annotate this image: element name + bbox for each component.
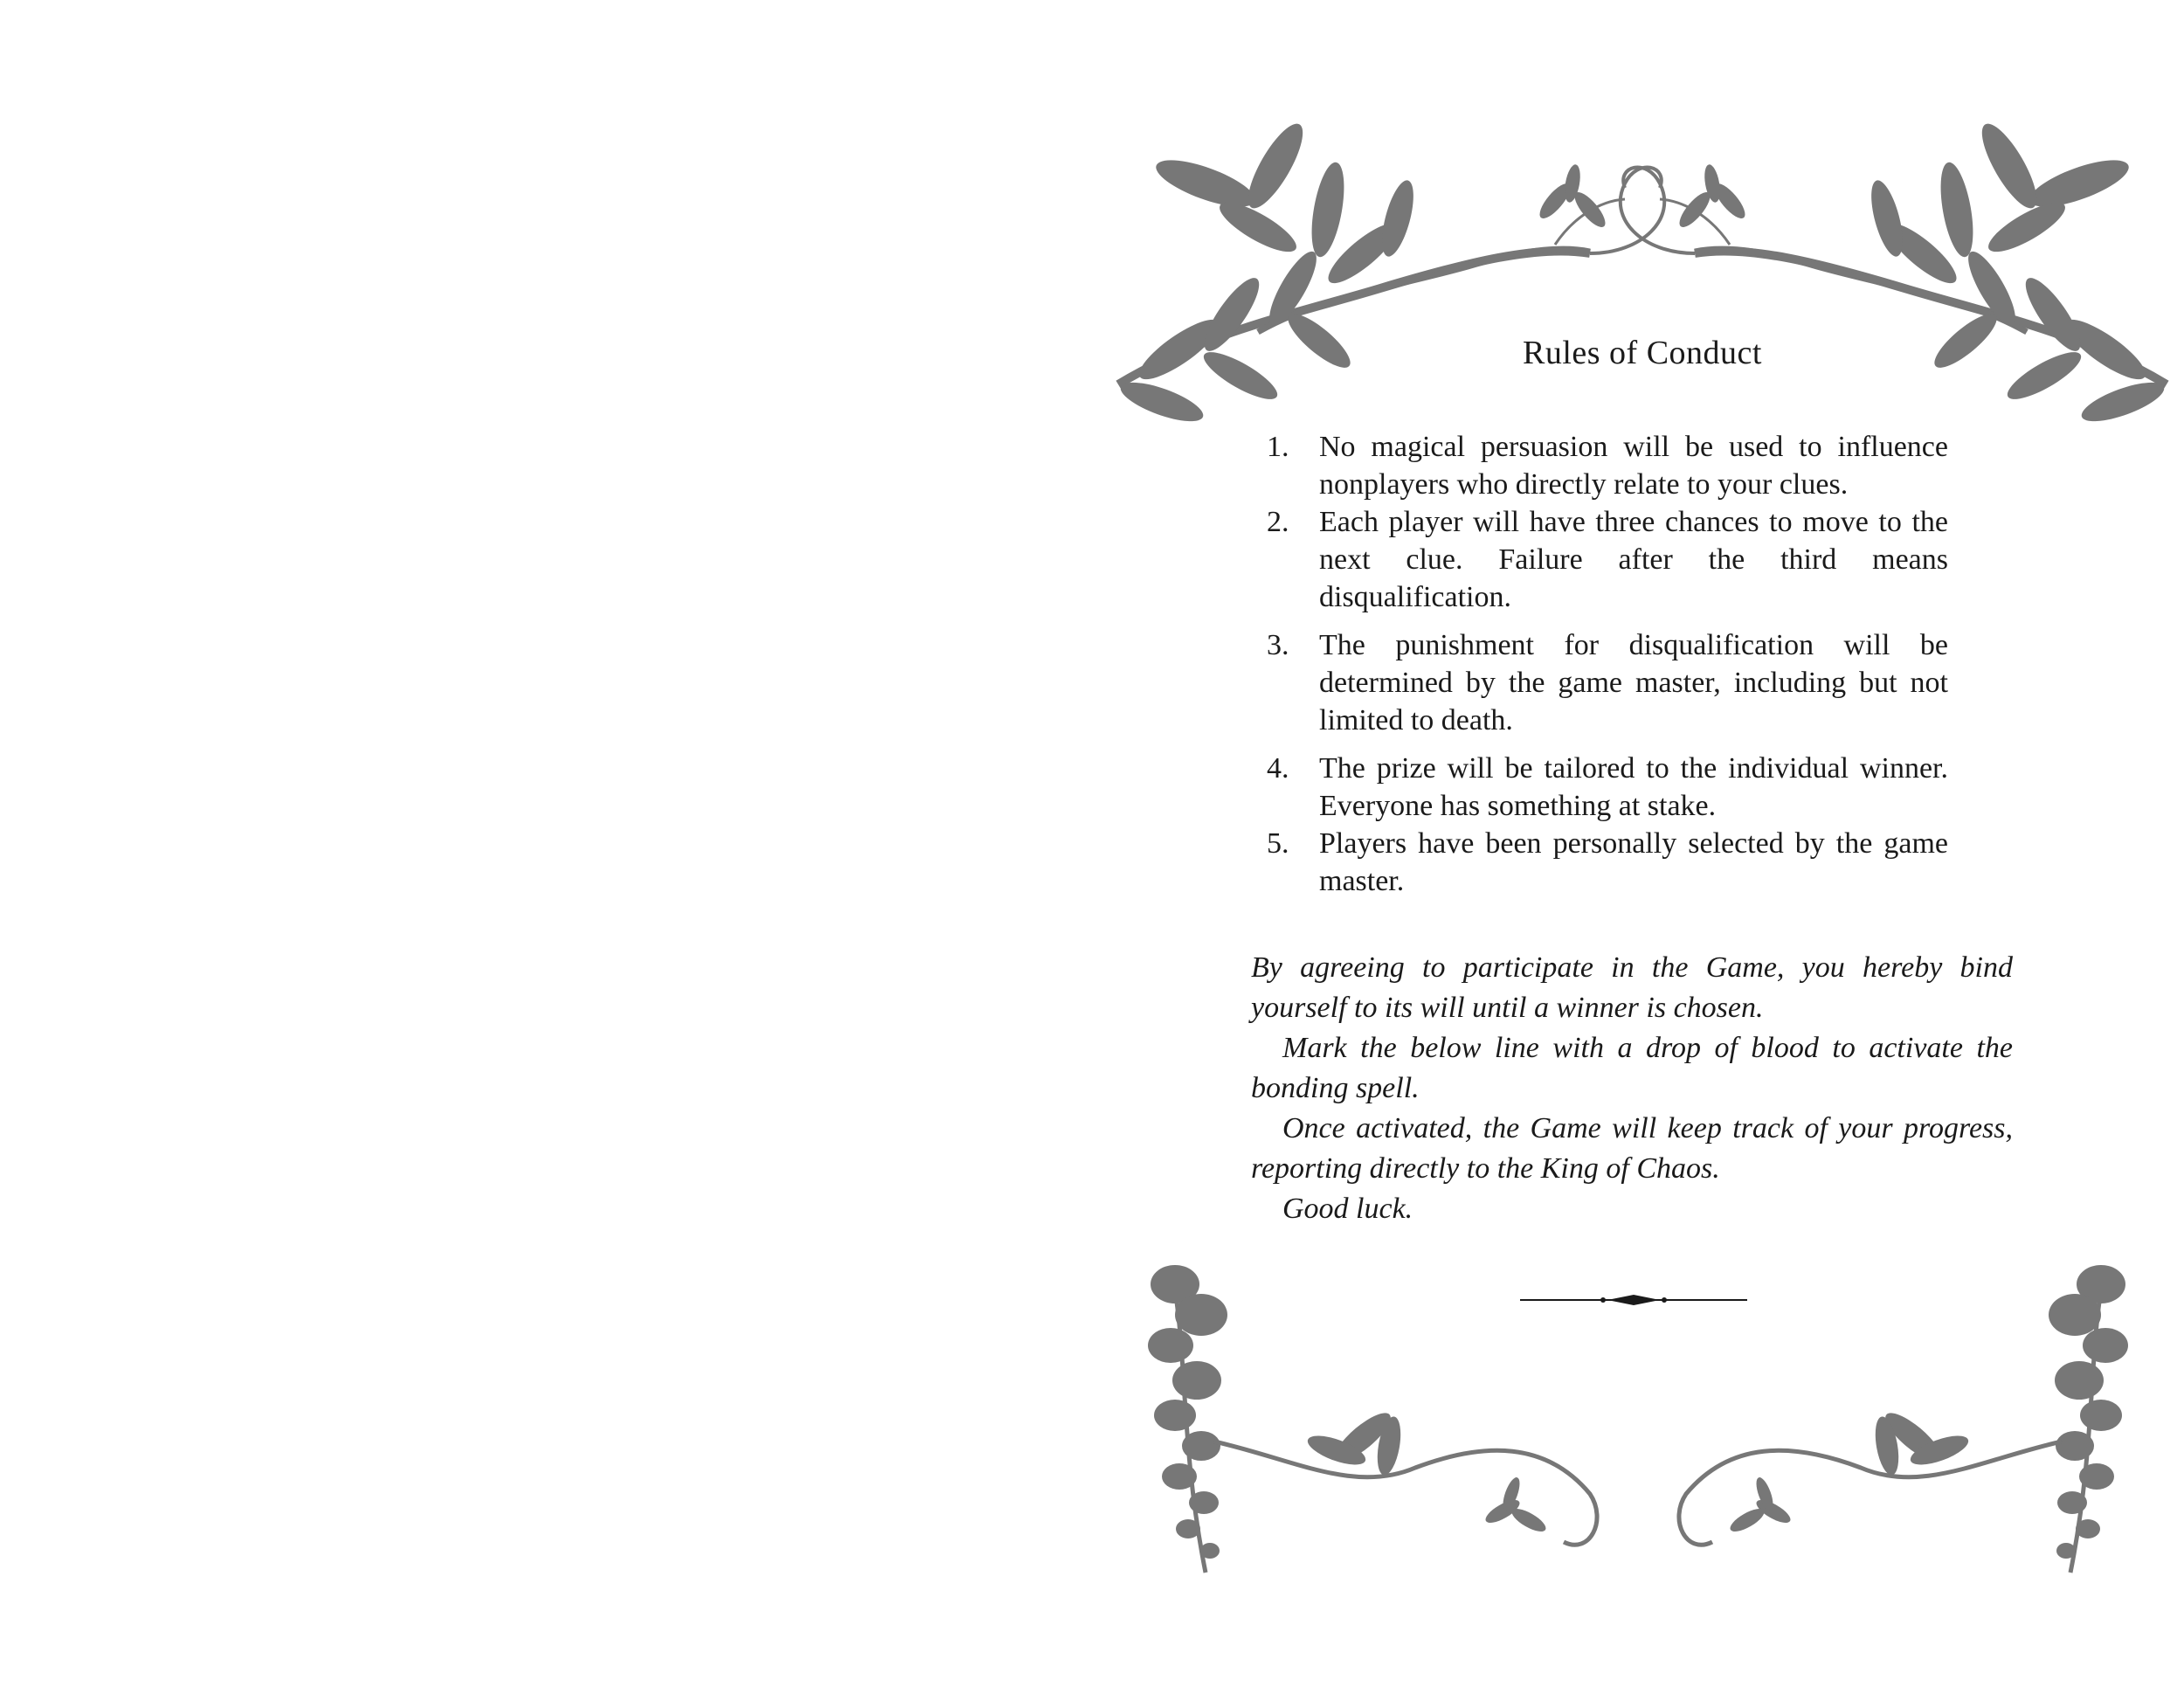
rule-text: Each player will have three chances to move to the next clue. Failure after the third means disqualification. bbox=[1319, 506, 1948, 613]
rule-number: 2. bbox=[1267, 506, 1289, 538]
rule-text: The prize will be tailored to the individual winner. Everyone has something at stake. bbox=[1319, 752, 1948, 822]
rule-item bbox=[1267, 428, 1948, 503]
top-vine-ornament-icon bbox=[1101, 114, 2184, 428]
closing-paragraph: Once activated, the Game will keep track of your progress, reporting directly to the King of Chaos. bbox=[1251, 1112, 2013, 1185]
rule-text: Players have been personally selected by the game master. bbox=[1319, 827, 1948, 897]
closing-statement bbox=[1251, 948, 2013, 1229]
rule-number: 1. bbox=[1267, 431, 1289, 463]
closing-paragraph: Good luck. bbox=[1282, 1193, 1413, 1225]
rule-text: No magical persuasion will be used to influence nonplayers who directly relate to your clues. bbox=[1319, 431, 1948, 501]
bottom-wisteria-ornament-icon bbox=[1136, 1241, 2140, 1608]
page-title: Rules of Conduct bbox=[1523, 335, 1762, 371]
rule-item bbox=[1267, 503, 1948, 616]
closing-paragraph: By agreeing to participate in the Game, you hereby bind yourself to its will until a winner is chosen. bbox=[1251, 951, 2013, 1024]
rule-item bbox=[1267, 825, 1948, 900]
rule-number: 4. bbox=[1267, 752, 1289, 785]
rule-item bbox=[1267, 750, 1948, 825]
rule-number: 5. bbox=[1267, 827, 1289, 860]
closing-paragraph: Mark the below line with a drop of blood to activate the bonding spell. bbox=[1251, 1032, 2013, 1104]
rule-text: The punishment for disqualification will be determined by the game master, including but not limited to death. bbox=[1319, 629, 1948, 736]
rules-list bbox=[1267, 428, 1948, 900]
rule-number: 3. bbox=[1267, 629, 1289, 661]
rule-item bbox=[1267, 626, 1948, 739]
